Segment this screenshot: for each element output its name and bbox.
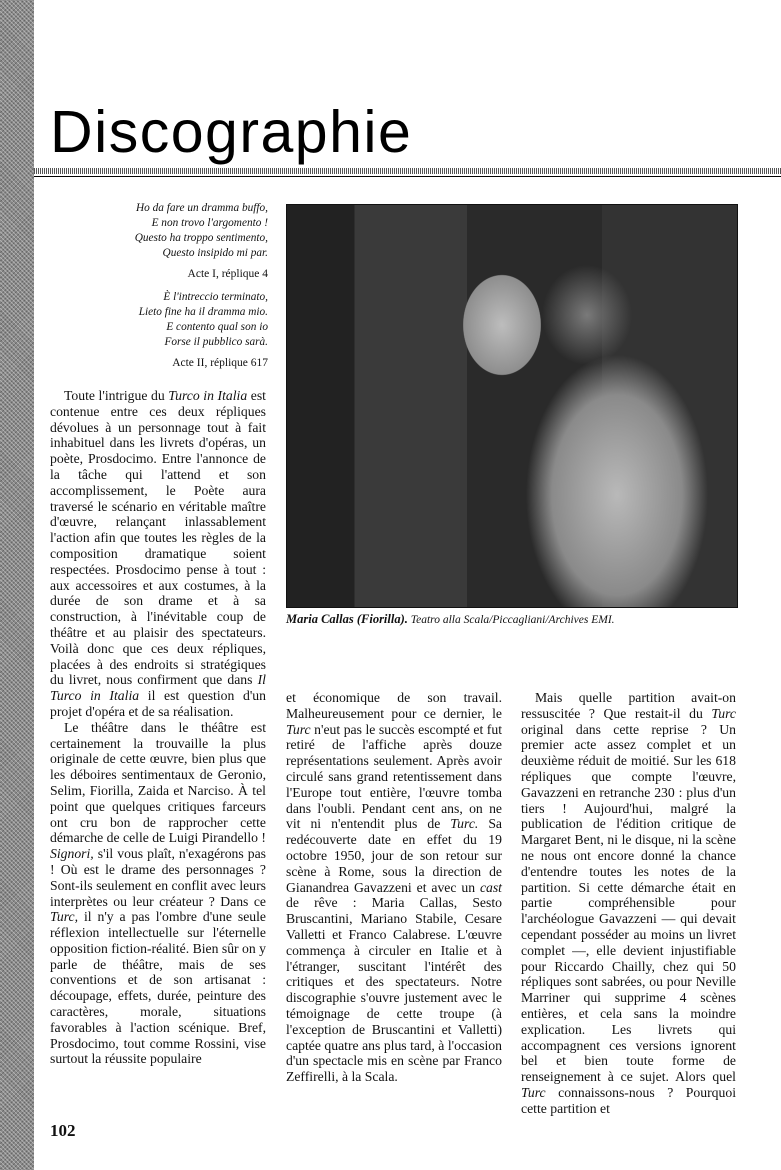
- epigraph-verse: Forse il pubblico sarà.: [164, 336, 268, 348]
- text-run: Sa redécouverte date en effet du 19 octobre 1950, jour de son retour sur scène à Rome, sous la direction de Gianandrea Gavazzeni et avec un: [286, 816, 503, 895]
- italic-run: cast: [479, 879, 502, 895]
- left-decorative-band: [0, 0, 34, 1170]
- text-run: Toute l'intrigue du: [64, 388, 169, 403]
- photo-caption: [286, 612, 736, 627]
- text-column-2: [286, 690, 502, 1085]
- italic-run: Turc,: [50, 909, 79, 925]
- paragraph: [286, 690, 502, 1085]
- paragraph: [50, 388, 266, 720]
- epigraph-1: [100, 201, 268, 282]
- epigraph-verse: E contento qual son io: [166, 321, 268, 333]
- text-run: est contenue entre ces deux répliques dévolues à un personnage tout à fait inhabituel dans les livrets d'opéras, un poète, Prosdocimo. Entre l'annonce de la tâche qui l'attend et son accomplissement, le Poète aura traversé le scénario en véritable maître d'œuvre, relançant inlassablement l'action afin que toutes les règles de la composition dramatique soient respectées. Prosdocimo pense à tout : aux accessoires et aux costumes, à la durée de son drame et à sa construction, à l'inévitable coup de théâtre et au plaisir des spectateurs. Voilà donc que ces deux répliques, placées à des endroits si stratégiques du livret, nous confirment que dans: [50, 388, 266, 688]
- photo-maria-callas: [286, 204, 738, 608]
- italic-run: Turc.: [450, 816, 479, 832]
- text-run: Le théâtre dans le théâtre est certainement la trouvaille la plus originale de cette œuvre, bien plus que les déboires sentimentaux de Geronio, Selim, Fiorilla, Zaida et Narciso. À tel point que quelques critiques farceurs ont cru bon de rapprocher cette démarche de celle de Luigi Pirandello !: [50, 719, 266, 846]
- text-run: il est question d'un projet d'opéra et de sa réalisation.: [50, 688, 266, 719]
- italic-run: Turc: [286, 721, 311, 737]
- italic-run: Il Turco in Italia: [50, 672, 266, 704]
- italic-run: Turco in Italia: [168, 388, 248, 403]
- caption-name: Maria Callas (Fiorilla).: [286, 612, 408, 626]
- epigraph-2: [100, 290, 268, 371]
- text-column-1: [50, 388, 266, 1067]
- epigraph-verse: Ho da fare un dramma buffo,: [135, 202, 268, 214]
- caption-credit: Teatro alla Scala/Piccagliani/Archives EMI.: [410, 614, 615, 626]
- text-run: connaissons-nous ? Pourquoi cette partition et: [521, 1084, 736, 1116]
- text-column-3: [521, 690, 736, 1117]
- text-run: et économique de son travail. Malheureusement pour ce dernier, le: [286, 690, 502, 721]
- text-run: s'il vous plaît, n'exagérons pas ! Où est le drame des personnages ? Sont-ils seulement en conflit avec leurs interprètes ou leur créateur ? Dans ce: [50, 846, 266, 909]
- text-run: il n'y a pas l'ombre d'une seule réflexion intellectuelle sur l'éternelle opposition fiction-réalité. Bien sûr on y parle de théâtre, mais de ses conventions et de son artisanat : découpage, effets, durée, peinture des caractères, morale, situations favorables à l'action scénique. Bref, Prosdocimo, tout comme Rossini, vise surtout la réussite populaire: [50, 909, 266, 1067]
- italic-run: Signori,: [50, 846, 94, 862]
- text-run: de rêve : Maria Callas, Sesto Bruscantini, Mariano Stabile, Cesare Valletti et Franco Calabrese. L'œuvre commença à circuler en Italie et à l'étranger, suscitant l'intérêt des critiques et des spectateurs. Notre discographie s'ouvre justement avec le témoignage de cette troupe (à l'exception de Bruscantini et Valletti) captée quatre ans plus tard, à l'occasion d'un spectacle mis en scène par Franco Zeffirelli, à la Scala.: [286, 895, 502, 1085]
- paragraph: [50, 720, 266, 1068]
- epigraph-verse: Lieto fine ha il dramma mio.: [138, 306, 268, 318]
- text-run: n'eut pas le succès escompté et fut retiré de l'affiche après douze représentations seulement. Après avoir circulé sans grand retentissement dans l'Europe tout entière, l'œuvre tomba dans l'oubli. Pendant cent ans, on ne vit ni n'entendit plus de: [286, 721, 502, 832]
- italic-run: Turc: [521, 1084, 546, 1100]
- text-run: original dans cette reprise ? Un premier acte assez complet et un deuxième réduit de moitié. Sur les 618 répliques que compte l'œuvre, Gavazzeni en retranche 230 : plus d'un tiers ! Aujourd'hui, malgré la publication de l'édition critique de Margaret Bent, ni le disque, ni la scène ne nous ont encore donné la chance d'entendre toutes les notes de la partition. Si cette démarche était en partie compréhensible pour l'archéologue Gavazzeni — qui devait cependant posséder au moins un livret complet —, elle devient injustifiable pour Riccardo Chailly, chez qui 50 répliques sont sabrées, ou pour Neville Marriner qui supprime 4 scènes entières, et cela sans la moindre explication. Les livrets qui accompagnent ces versions ignorent bel et bien toute forme de renseignement à ce sujet. Alors quel: [521, 721, 736, 1085]
- text-run: Mais quelle partition avait-on ressuscitée ? Que restait-il du: [521, 690, 736, 721]
- page-title: Discographie: [50, 99, 413, 165]
- title-rule: [34, 166, 781, 178]
- epigraph-verse: Questo insipido mi par.: [162, 247, 268, 259]
- epigraph-verse: È l'intreccio terminato,: [163, 291, 268, 303]
- italic-run: Turc: [711, 705, 736, 721]
- epigraph-verse: E non trovo l'argomento !: [151, 217, 268, 229]
- page-number: 102: [50, 1121, 76, 1140]
- epigraph-verse: Questo ha troppo sentimento,: [134, 232, 268, 244]
- epigraph-reference: Acte I, réplique 4: [187, 268, 268, 280]
- epigraph-reference: Acte II, réplique 617: [172, 357, 268, 369]
- paragraph: [521, 690, 736, 1117]
